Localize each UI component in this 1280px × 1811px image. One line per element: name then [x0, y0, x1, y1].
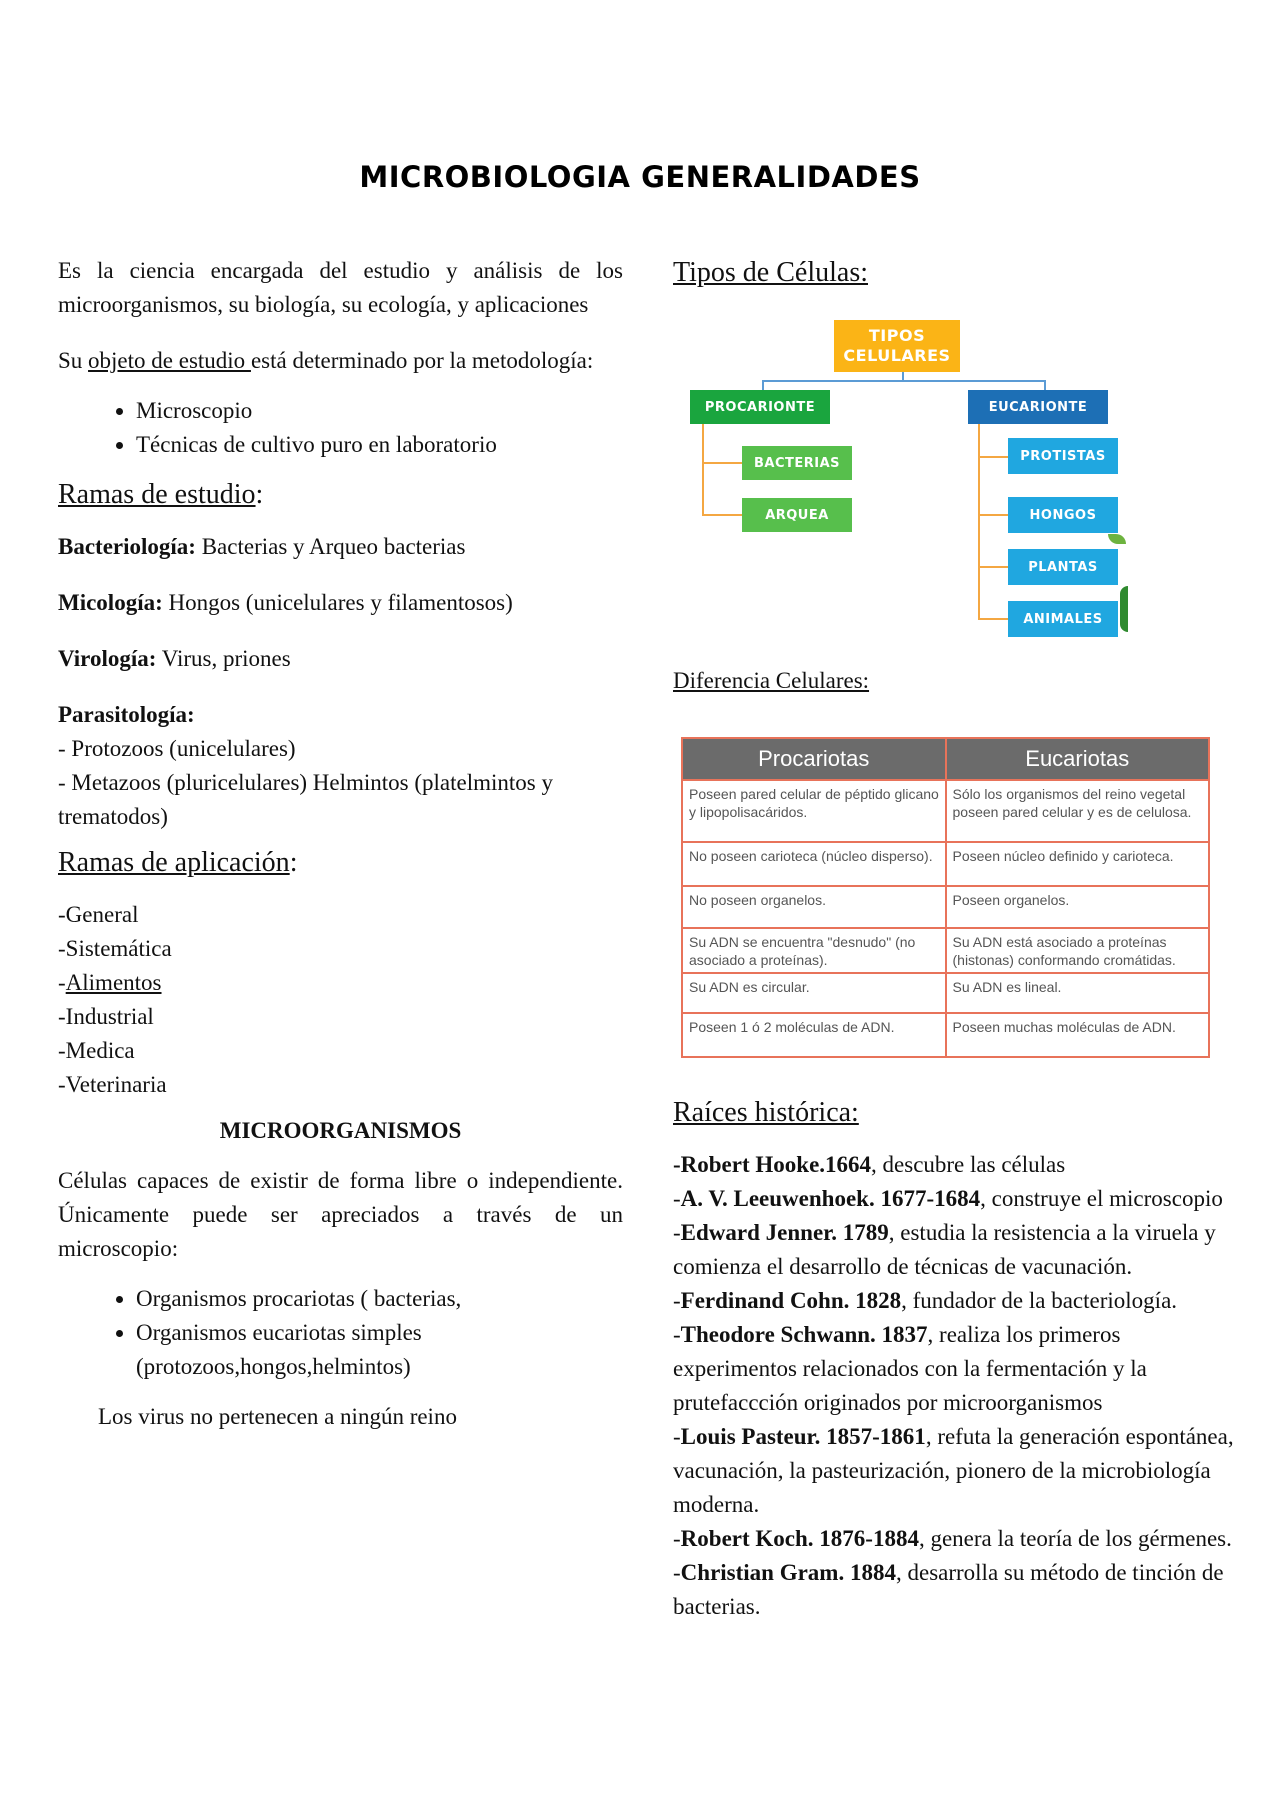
- tipos-celulas-heading: Tipos de Células:: [673, 257, 868, 288]
- list-item: -Sistemática: [58, 936, 172, 961]
- list-item: -A. V. Leeuwenhoek. 1677-1684, construye el microscopio: [673, 1186, 1223, 1211]
- left-column: [58, 254, 623, 1434]
- heading-text: Ramas de aplicación: [58, 847, 290, 878]
- ramas-aplicacion-heading: [58, 844, 623, 882]
- list-item: -Louis Pasteur. 1857-1861, refuta la generación espontánea, vacunación, la pasteurización, pionero de la microbiología moderna.: [673, 1424, 1234, 1517]
- leaf-icon: [1120, 586, 1128, 632]
- desc: Hongos (unicelulares y filamentosos): [162, 590, 513, 615]
- list-item: -Christian Gram. 1884, desarrolla su método de tinción de bacterias.: [673, 1560, 1224, 1619]
- object-paragraph: [58, 344, 623, 378]
- procarionte-box: PROCARIONTE: [690, 390, 830, 424]
- table-cell: Poseen pared celular de péptido glicano y lipopolisacáridos.: [682, 780, 946, 842]
- object-link: objeto de estudio: [88, 348, 251, 373]
- table-cell: Su ADN es circular.: [682, 973, 946, 1013]
- branch-line: [978, 514, 1008, 516]
- heading-colon: :: [255, 479, 264, 510]
- rama-bacteriologia: [58, 530, 623, 564]
- list-item: -Industrial: [58, 1004, 154, 1029]
- table-row: [682, 886, 1209, 928]
- table-row: [682, 928, 1209, 973]
- branch-line: [702, 514, 742, 516]
- branch-line: [702, 424, 704, 516]
- branch-line: [978, 566, 1008, 568]
- rama-micologia: [58, 586, 623, 620]
- term: Virología:: [58, 646, 157, 671]
- branch-line: [978, 618, 1008, 620]
- table-cell: Poseen organelos.: [946, 886, 1210, 928]
- list-item: -Robert Koch. 1876-1884, genera la teoría de los gérmenes.: [673, 1526, 1232, 1551]
- raices-list: [673, 1148, 1243, 1624]
- rama-virologia: [58, 642, 623, 676]
- column-header-procariotas: Procariotas: [682, 738, 946, 780]
- list-item: -Ferdinand Cohn. 1828, fundador de la bacteriología.: [673, 1288, 1178, 1313]
- list-item: -Theodore Schwann. 1837, realiza los primeros experimentos relacionados con la fermentación y la prutefaccción originados por microorganismos: [673, 1322, 1147, 1415]
- table-row: [682, 842, 1209, 886]
- list-item: • Técnicas de cultivo puro en laboratorio: [136, 428, 623, 462]
- connector-line: [1044, 380, 1046, 390]
- table-row: [682, 1013, 1209, 1057]
- list-item: -General: [58, 902, 139, 927]
- protistas-box: PROTISTAS: [1008, 438, 1118, 474]
- term: Bacteriología:: [58, 534, 196, 559]
- differences-table: [681, 737, 1210, 1058]
- branch-line: [978, 456, 1008, 458]
- table-cell: No poseen organelos.: [682, 886, 946, 928]
- diferencias-heading: Diferencia Celulares:: [673, 668, 870, 693]
- table-cell: Poseen núcleo definido y carioteca.: [946, 842, 1210, 886]
- term: Parasitología:: [58, 702, 195, 727]
- table-cell: Poseen 1 ó 2 moléculas de ADN.: [682, 1013, 946, 1057]
- branch-line: [702, 462, 742, 464]
- animales-box: ANIMALES: [1008, 601, 1118, 637]
- root-box: TIPOS CELULARES: [834, 320, 960, 372]
- list-item: • Organismos eucariotas simples (protozoos,hongos,helmintos): [136, 1316, 623, 1384]
- column-header-eucariotas: Eucariotas: [946, 738, 1210, 780]
- hongos-box: HONGOS: [1008, 497, 1118, 533]
- plantas-box: PLANTAS: [1008, 549, 1118, 585]
- bacterias-box: BACTERIAS: [742, 446, 852, 480]
- table-cell: Su ADN se encuentra "desnudo" (no asociado a proteínas).: [682, 928, 946, 973]
- eucarionte-box: EUCARIONTE: [968, 390, 1108, 424]
- virus-note: Los virus no pertenecen a ningún reino: [98, 1404, 457, 1429]
- table-cell: Poseen muchas moléculas de ADN.: [946, 1013, 1210, 1057]
- raices-section: [673, 1094, 1243, 1624]
- list-item: -Alimentos: [58, 970, 162, 995]
- aplicacion-list: [58, 898, 623, 1102]
- heading-colon: :: [289, 847, 298, 878]
- list-item: -Edward Jenner. 1789, estudia la resistencia a la viruela y comienza el desarrollo de técnicas de vacunación.: [673, 1220, 1216, 1279]
- leaf-icon: [1108, 534, 1126, 544]
- desc: Virus, priones: [156, 646, 291, 671]
- object-prefix: Su: [58, 348, 89, 373]
- connector-line: [762, 380, 764, 390]
- table-row: [682, 780, 1209, 842]
- microorganismos-text: Células capaces de existir de forma libre o independiente. Únicamente puede ser apreciados a través de un microscopio:: [58, 1168, 623, 1261]
- parasitologia-line: - Metazoos (pluricelulares) Helmintos (platelmintos y trematodos): [58, 770, 554, 829]
- branch-line: [978, 424, 980, 620]
- ramas-estudio-heading: [58, 476, 623, 514]
- raices-heading: Raíces histórica:: [673, 1097, 859, 1128]
- table-cell: No poseen carioteca (núcleo disperso).: [682, 842, 946, 886]
- cell-types-diagram: [684, 318, 1134, 638]
- table-row: [682, 973, 1209, 1013]
- term: Micología:: [58, 590, 163, 615]
- list-item: -Medica: [58, 1038, 135, 1063]
- methods-list: [58, 394, 623, 462]
- heading-text: Ramas de estudio: [58, 479, 256, 510]
- page-title: MICROBIOLOGIA GENERALIDADES: [359, 160, 921, 194]
- rama-parasitologia-term: [58, 698, 623, 732]
- list-item: -Veterinaria: [58, 1072, 167, 1097]
- microorganismos-heading: MICROORGANISMOS: [219, 1118, 462, 1143]
- object-suffix: está determinado por la metodología:: [250, 348, 594, 373]
- arquea-box: ARQUEA: [742, 498, 852, 532]
- list-item: -Robert Hooke.1664, descubre las células: [673, 1152, 1066, 1177]
- table-cell: Su ADN está asociado a proteínas (histonas) conformando cromátidas.: [946, 928, 1210, 973]
- parasitologia-line: - Protozoos (unicelulares): [58, 736, 296, 761]
- microorganismos-list: [58, 1282, 623, 1384]
- right-column: [673, 254, 1243, 292]
- desc: Bacterias y Arqueo bacterias: [195, 534, 466, 559]
- table-cell: Sólo los organismos del reino vegetal poseen pared celular y es de celulosa.: [946, 780, 1210, 842]
- definition-text: Es la ciencia encargada del estudio y análisis de los microorganismos, su biología, su ecología, y aplicaciones: [58, 258, 623, 317]
- list-item: • Microscopio: [136, 394, 623, 428]
- table-cell: Su ADN es lineal.: [946, 973, 1210, 1013]
- list-item: • Organismos procariotas ( bacterias,: [136, 1282, 623, 1316]
